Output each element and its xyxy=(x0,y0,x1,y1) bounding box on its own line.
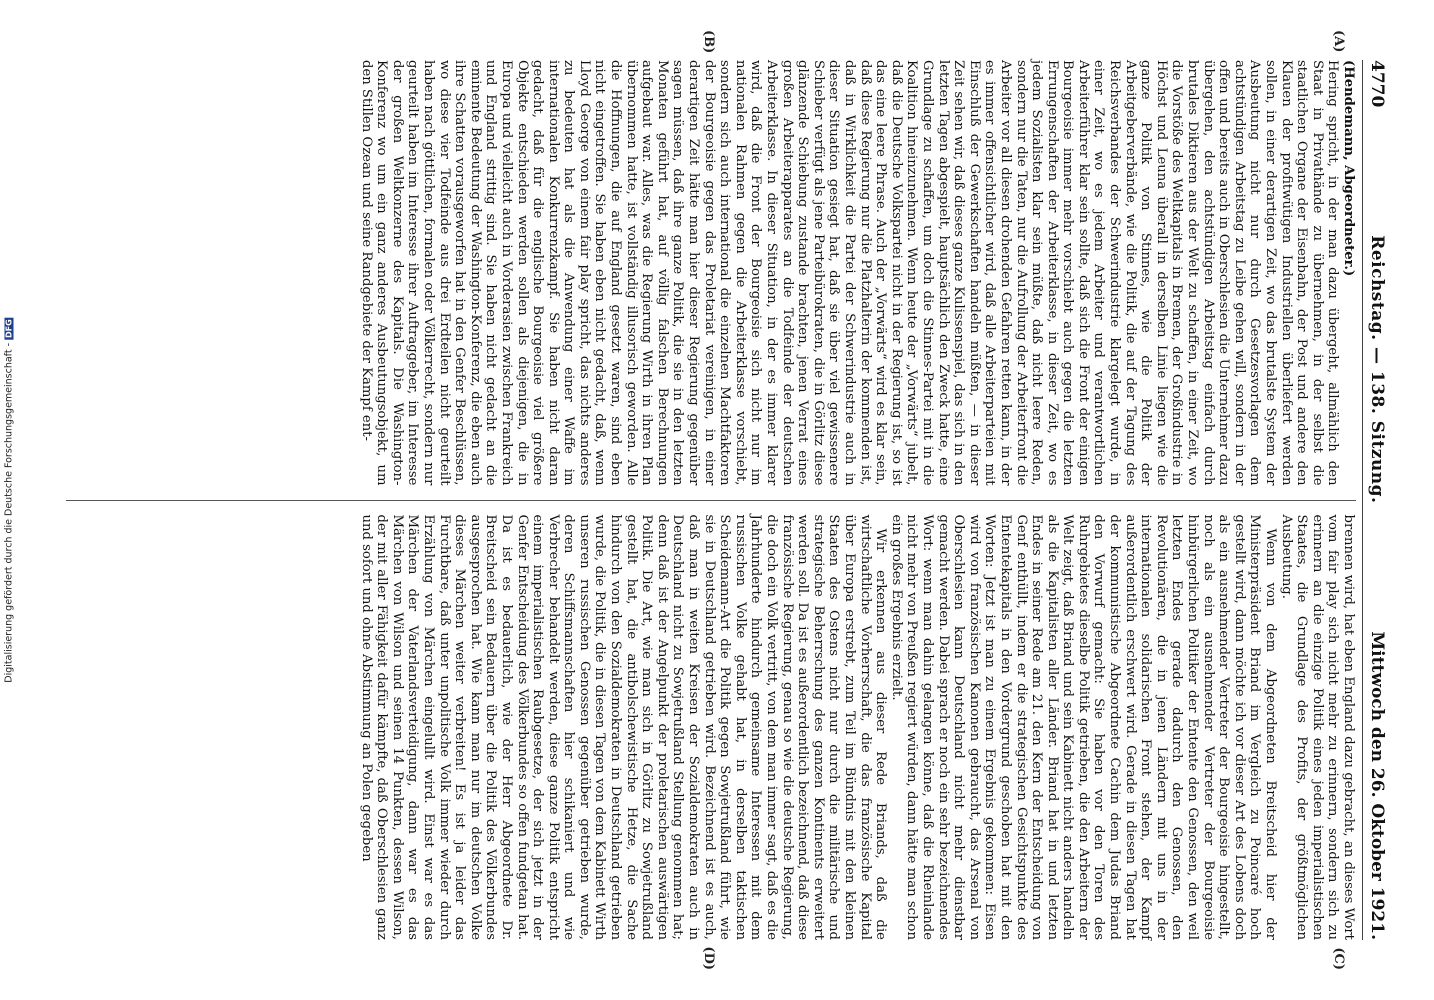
newspaper-page xyxy=(37,20,1397,980)
right-paragraph-2: Wenn von dem Abgeordneten Breitscheid hier der Ministerpräsident Briand im Vergleich zu Poincaré hoch gestellt wird, dann möchte ich vor dieser Art des Lobens doch als ein ausnehmender Vertreter der Bourgeoisie hingestellt, noch als ein ausnehmender Vertreter der Bourgeoisie hinbürgerlichen Politiker der Entente den Genossen, den weil letzten Endes gerade dadurch den Genossen, den Revolutionären, die in jenen Ländern mit uns in der internationalen solidarischen Front stehen, der Kampf außerordentlich erschwert wird. Gerade in diesen Tagen hat der kommunistische Abgeordnete Cachin dem Judas Briand den Vorwurf gemacht: Sie haben vor den Toren des Ruhrgebietes dieselbe Politik getrieben, die den Arbeitern der Welt zeigt, daß Briand und sein Kabinett nicht anders handeln als die Kapitalisten aller Länder. Briand hat in und letzten Endes in seiner Rede am 21. den Kern der Entscheidung von Genf enthüllt, indem er die strategischen Gesichtspunkte des Ententekapitals in den Vordergrund geschoben hat mit den Worten: Jetzt ist man zu einem Ergebnis gekommen: Eisen wird von französischen Kanonen gebraucht, das Arsenal von Oberschlesien kann Deutschland nicht mehr dienstbar gemacht werden. Dabei sprach er noch ein sehr bezeichnendes Wort: wenn man dahin gelangen könne, daß die Rheinlande nicht mehr von Preußen regiert würden, dann hätte man schon ein großes Ergebnis erzielt. xyxy=(888,514,1279,940)
session-date: Mittwoch den 26. Oktober 1921. xyxy=(1367,631,1387,940)
text-columns xyxy=(66,30,1356,970)
right-column xyxy=(66,514,1356,970)
right-paragraph-1: brennen wird, hat eben England dazu gebracht, an dieses Wort vom fair play sich nicht mehr zu erinnern, sondern sich zu erinnern an die einzige Politik eines jeden imperialistischen Staates, die Grundlage des Profits, der größtmöglichen Ausbeutung. xyxy=(1278,514,1356,940)
speaker-line: (Hendemann, Abgeordneter.) xyxy=(1341,60,1356,277)
right-paragraph-3: Wir erkennen aus dieser Rede Briands, daß die wirtschaftliche Vorherrschaft, die das französische Kapital über Europa erstrebt, zum Teil im Bündnis mit den kleinen Staaten des Ostens nicht nur durch die militärische und strategische Beherrschung des ganzen Kontinents erweitert werden soll. Da ist es außerordentlich bezeichnend, daß diese französische Regierung, genau so wie die deutsche Regierung, die doch ein Volk vertritt, von dem man immer sagt, daß es die Jahrhunderte hindurch gemeinsame Interessen mit dem russischen Volke gehabt hat, in derselben taktischen Scheidemann-Art die Politik gegen Sowjetrußland führt, wie sie in Deutschland getrieben wird. Bezeichnend ist es auch, daß man in weiten Kreisen der Sozialdemokraten auch in Deutschland nicht zu Sowjetrußland Stellung genommen hat; denn daß ist der Angelpunkt der proletarischen auswärtigen Politik. Die Art, wie man sich in Görlitz zu Sowjetrußland gestellt hat, die antibolschewistische Hetze, die Sache hindurch von den Sozialdemokraten in Deutschland getrieben wurde, die Politik, die in diesen Tagen von dem Kabinett Wirth unseren russischen Genossen gegenüber getrieben wurde, deren Schiffsmannschaften hier schikaniert und wie Verbrecher behandelt werden, diese ganze Politik entspricht einem imperialistischen Raubgesetze, der sich jetzt in der Genfer Entscheidung des Völkerbundes so offen fundgetan hat. Da ist es bedauerlich, wie der Herr Abgeordnete Dr. Breitscheid sein Bedauern über die Politik des Völkerbundes ausgesprochen hat. Wie kann man nur im deutschen Volke dieses Märchen weiter verbreiten! Es ist ja leider das Furchtbare, daß unter unpolitische Volk immer wieder durch Erzählung von Märchen eingelullt wird. Einst war es das Märchen der Vaterlandsverteidigung, dann war es das Märchen von Wilson und seinen 14 Punkten, dessen Wilson, der mit aller Fähigkeit dafür kämpfte, daß Oberschlesien ganz und sofort und ohne Abstimmung an Polen gegeben xyxy=(358,514,889,940)
left-column xyxy=(66,30,1356,486)
left-paragraph-1: Hering spricht, in der man dazu übergeht, allmählich den Staat in Privathände zu übernehmen, in der selbst die staatlichen Organe der Eisenbahn, der Post und andere den Klauen der profitwütigen Industriellen überliefert werden sollen, in einer derartigen Zeit, wo das brutalste System der Ausbeutung nicht nur durch Gesetzesvorlagen dem achtstündigen Arbeitstag zu Leibe gehen will, sondern in der offen und bereits auch in Oberschlesien die Unternehmer dazu übergehen, den achtstündigen Arbeitstag einfach durch brutales Diktieren aus der Welt zu schaffen, in einer Zeit, wo die Vorstöße des Weltkapitals in Bremen, der Großindustrie in Höchst und Leuna überall in derselben Linie liegen wie die ganze Politik von Stinnes, wie die Politik der Arbeitgeberverbände, wie die Politik, die auf der Tagung des Reichsverbandes der Schwerindustrie klargelegt wurde, in einer Zeit, wo es jedem Arbeiter und verantwortlichen Arbeiterführer klar sein sollte, daß sich die Front der einigen Bourgeoisie immer mehr vorschiebt auch gegen die letzten Errungenschaften der Arbeiterklasse, in dieser Zeit, wo es jedem Sozialisten klar sein müßte, daß nicht leere Reden, sondern nur die Taten, nur die Aufrollung der Arbeiterfront die Arbeiter vor all diesen drohenden Gefahren retten kann, in der es immer offensichtlicher wird, daß alle Arbeiterparteien mit Einschluß der Gewerkschaften handeln müßten, — in dieser Zeit sehen wir, daß dieses ganze Kulissenspiel, das sich in den letzten Tagen abgespielt, hauptsächlich den Zweck hatte, eine Grundlage zu schaffen, um doch die Stinnes-Partei mit in die Koalition hineinzunehmen. Wenn heute der „Vorwärts“ jubelt, daß die Deutsche Volkspartei nicht in der Regierung ist, so ist das eine leere Phrase. Auch der „Vorwärts“ wird es klar sein, daß diese Regierung nur die Platzhalterin der kommenden ist, daß in Wirklichkeit die Partei der Schwerindustrie auch in dieser Situation gesiegt hat, daß sie über viel gewissenere Schieber verfügt als jene Parteibürokraten, die in Görlitz diese glänzende Schiebung zustande brachten, jenen Verrat eines großen Arbeiterapparates an die Todfeinde der deutschen Arbeiterklasse. In dieser Situation, in der es immer klarer wird, daß die Front der Bourgeoisie sich nicht nur im nationalen Rahmen gegen die Arbeiterklasse vorschiebt, sondern sich auch international die einzelnen Machtfaktoren der Bourgeoisie gegen das Proletariat vereinigen, in einer derartigen Zeit hätte man hier dieser Regierung gegenüber sagen müssen, daß ihre ganze Politik, die sie in den letzten Monaten geführt hat, auf völlig falschen Berechnungen aufgebaut war. Alles, was die Regierung Wirth in ihren Plan übernommen hatte, ist vollständig illusorisch geworden. Alle die Hoffnungen, die auf England gesetzt waren, sind eben nicht eingetroffen. Sie haben eben nicht gedacht, daß, wenn Lloyd George von einem fair play spricht, das nichts anderes zu bedeuten hat als die Anwendung einer Waffe im internationalen Konkurrenzkampf. Sie haben nicht daran gedacht, daß für die englische Bourgeoisie viel größere Objekte entschieden werden sollen als diejenigen, die in Europa und vielleicht auch in Vorderasien zwischen Frankreich und England strittig sind. Sie haben nicht gedacht an die eminente Bedeutung der Washington-Konferenz, die eben auch ihre Schatten vorausgeworfen hat in den Genfer Beschlüssen, wo diese vier Todfeinde aus drei Erdteilen nicht geurteilt haben nach göttlichen, formalen oder Völkerrecht, sondern nur geurteilt haben im Interesse ihrer Auftraggeber, im Interesse der großen Weltkonzerne des Kapitals. Die Washington-Konferenz wo um ein ganz anderes Ausbeutungsobjekt, um den Stillen Ozean und seine Randgebiete der Kampf ent- xyxy=(358,60,1341,486)
credit-text: Digitalisierung gefördert durch die Deutsche Forschungsgemeinschaft - xyxy=(3,342,15,683)
dfg-logo: DFG xyxy=(4,319,14,338)
margin-marker-a: (A) xyxy=(1331,30,1346,53)
page-header xyxy=(1362,60,1387,940)
session-title: Reichstag. — 138. Sitzung. xyxy=(1367,235,1387,504)
page-number: 4770 xyxy=(1367,60,1387,108)
digitization-credit xyxy=(0,0,18,1000)
margin-marker-d: (D) xyxy=(701,946,716,970)
column-divider xyxy=(66,500,1356,501)
margin-marker-c: (C) xyxy=(1331,947,1346,970)
margin-marker-b: (B) xyxy=(701,30,716,54)
